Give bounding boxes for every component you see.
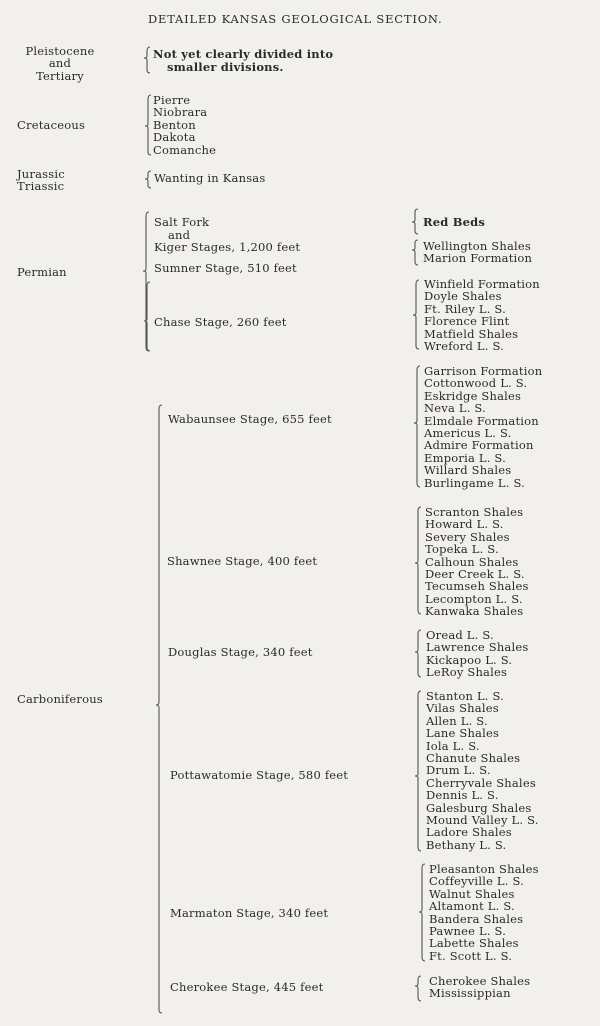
shawnee-unit-list — [425, 506, 529, 618]
formation-item: Iola L. S. — [426, 738, 480, 753]
pleistocene-note-line-1: Not yet clearly divided into — [153, 47, 334, 61]
formation-item: Cherryvale Shales — [426, 775, 536, 790]
stage-salt-fork-line-2: and — [168, 228, 191, 242]
brace-pleistocene — [144, 47, 150, 73]
pleistocene-note-line-2: smaller divisions. — [167, 60, 284, 74]
stage-chase: Chase Stage, 260 feet — [154, 315, 287, 329]
formation-item: Coffeyville L. S. — [429, 874, 525, 889]
brace-chase-units — [413, 280, 419, 349]
formation-item: Florence Flint — [424, 314, 510, 329]
formation-item: Burlingame L. S. — [424, 475, 525, 490]
stage-sumner: Sumner Stage, 510 feet — [154, 261, 297, 275]
stage-salt-fork-line-3: Kiger Stages, 1,200 feet — [154, 240, 301, 254]
formation-item: Galesburg Shales — [426, 800, 532, 815]
formation-item: Topeka L. S. — [425, 542, 499, 557]
formation-item: Oread L. S. — [426, 628, 494, 642]
system-tertiary-name: Tertiary — [36, 68, 84, 83]
brace-permian — [143, 212, 149, 351]
formation-item: Bandera Shales — [429, 911, 524, 926]
system-triassic: Triassic — [17, 179, 65, 193]
formation-item: Calhoun Shales — [425, 554, 519, 569]
stage-wabaunsee: Wabaunsee Stage, 655 feet — [168, 412, 332, 426]
formation-item: Eskridge Shales — [424, 388, 522, 403]
formation-item: LeRoy Shales — [426, 665, 508, 680]
brace-shawnee-units — [415, 507, 421, 614]
formation-item: Mississippian — [429, 986, 511, 1001]
brace-carboniferous — [156, 405, 162, 1013]
formation-item: Chanute Shales — [426, 750, 521, 765]
stage-douglas: Douglas Stage, 340 feet — [168, 645, 313, 659]
formation-item: Wellington Shales — [423, 239, 532, 253]
brace-douglas-units — [415, 630, 421, 677]
formation-item: Benton — [153, 117, 196, 132]
formation-item: Cottonwood L. S. — [424, 376, 528, 391]
formation-item: Cherokee Shales — [429, 974, 531, 988]
formation-item: Admire Formation — [424, 438, 534, 453]
formation-item: Drum L. S. — [426, 763, 491, 778]
jurassic-note: Wanting in Kansas — [154, 171, 266, 185]
formation-item: Pleasanton Shales — [429, 862, 539, 876]
formation-item: Marion Formation — [423, 251, 533, 266]
brace-cretaceous — [145, 95, 151, 155]
formation-item: Kickapoo L. S. — [426, 652, 513, 667]
formation-item: Deer Creek L. S. — [425, 566, 525, 581]
formation-item: Lane Shales — [426, 726, 500, 741]
system-cretaceous: Cretaceous — [17, 118, 86, 132]
marmaton-unit-list — [429, 863, 539, 962]
formation-item: Bethany L. S. — [426, 837, 507, 852]
formation-item: Walnut Shales — [429, 886, 515, 901]
system-pleistocene-name: Pleistocene — [25, 44, 95, 58]
sumner-unit-list — [423, 240, 532, 265]
formation-item: Winfield Formation — [424, 277, 540, 291]
formation-item: Stanton L. S. — [426, 689, 505, 703]
douglas-unit-list — [426, 629, 528, 679]
formation-item: Severy Shales — [425, 529, 510, 544]
brace-wabaunsee-units — [414, 366, 420, 487]
formation-item: Scranton Shales — [425, 505, 524, 519]
formation-item: Labette Shales — [429, 936, 519, 951]
formation-item: Ft. Scott L. S. — [429, 948, 513, 963]
stage-shawnee: Shawnee Stage, 400 feet — [167, 554, 318, 568]
formation-item: Altamont L. S. — [429, 899, 515, 914]
formation-item: Howard L. S. — [425, 517, 504, 532]
formation-item: Allen L. S. — [426, 713, 488, 728]
cherokee-unit-list — [429, 975, 530, 1000]
brace-cherokee-units — [415, 976, 421, 1001]
formation-item: Lecompton L. S. — [425, 591, 523, 606]
pottawatomie-unit-list — [426, 690, 539, 851]
formation-item: Dennis L. S. — [426, 788, 499, 803]
formation-item: Mound Valley L. S. — [426, 812, 539, 827]
system-carboniferous: Carboniferous — [17, 692, 103, 706]
brace-red-beds — [412, 209, 418, 234]
formation-item: Ladore Shales — [426, 825, 512, 840]
formation-item: Doyle Shales — [424, 289, 502, 304]
formation-item: Garrison Formation — [424, 364, 543, 378]
formation-item: Lawrence Shales — [426, 640, 529, 655]
formation-item: Ft. Riley L. S. — [424, 301, 506, 316]
formation-item: Americus L. S. — [424, 425, 512, 440]
system-jurassic: Jurassic — [17, 167, 65, 181]
formation-item: Vilas Shales — [426, 701, 499, 716]
stage-pottawatomie: Pottawatomie Stage, 580 feet — [170, 768, 349, 782]
formation-item: Elmdale Formation — [424, 413, 539, 428]
page-title: DETAILED KANSAS GEOLOGICAL SECTION. — [148, 12, 443, 26]
formation-item: Pierre — [153, 93, 191, 107]
stage-marmaton: Marmaton Stage, 340 feet — [170, 906, 329, 920]
formation-item: Willard Shales — [424, 463, 512, 478]
system-pleistocene-and: and — [48, 56, 72, 71]
system-permian: Permian — [17, 265, 67, 279]
brace-sumner-units — [412, 240, 418, 265]
brace-jurassic — [145, 171, 151, 188]
formation-item: Wreford L. S. — [424, 338, 504, 353]
brace-pottawatomie-units — [415, 691, 421, 851]
formation-item: Niobrara — [153, 105, 208, 120]
formation-item: Kanwaka Shales — [425, 604, 524, 619]
formation-item: Pawnee L. S. — [429, 923, 507, 938]
formation-item: Matfield Shales — [424, 326, 519, 341]
brace-marmaton-units — [419, 864, 425, 961]
formation-item: Emporia L. S. — [424, 450, 506, 465]
system-pleistocene — [8, 45, 112, 82]
formation-item: Neva L. S. — [424, 401, 486, 416]
stage-salt-fork-line-1: Salt Fork — [154, 215, 210, 229]
formation-item: Tecumseh Shales — [425, 579, 529, 594]
brace-chase-stage — [144, 282, 150, 351]
formation-item: Comanche — [153, 142, 217, 157]
formation-item: Dakota — [153, 130, 196, 145]
wabaunsee-unit-list — [424, 365, 542, 489]
unit-red-beds: Red Beds — [423, 215, 486, 229]
chase-unit-list — [424, 278, 540, 352]
stage-cherokee: Cherokee Stage, 445 feet — [170, 980, 324, 994]
cretaceous-formation-list — [153, 94, 216, 156]
